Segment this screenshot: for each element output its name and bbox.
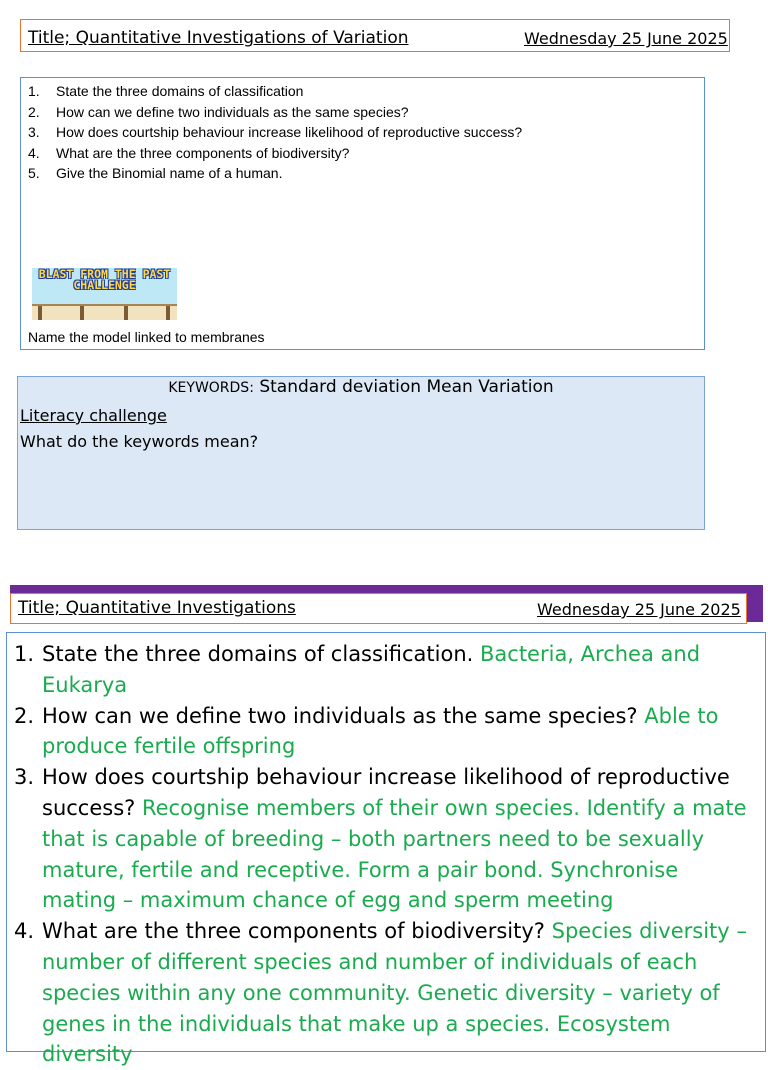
membrane-prompt: Name the model linked to membranes xyxy=(28,329,265,345)
slide1-question-list xyxy=(28,81,522,184)
question-item xyxy=(28,143,522,164)
slide2-title: Title; Quantitative Investigations xyxy=(18,598,296,618)
question-number: 2. xyxy=(28,103,40,120)
blast-from-the-past-image xyxy=(32,268,177,320)
question-item xyxy=(28,122,522,143)
slide2-date: Wednesday 25 June 2025 xyxy=(537,600,741,619)
shelf-post xyxy=(124,306,128,320)
question-text: How does courtship behaviour increase likelihood of reproductive success? xyxy=(56,124,523,140)
slide2-answer-list xyxy=(14,639,754,1070)
answer-text: Species diversity – number of different species and number of individuals of each species within any one community. Genetic diversity – variety of genes in the individuals that make up a species. Ecosystem diversity xyxy=(42,919,747,1067)
question-item xyxy=(28,163,522,184)
answer-question: How can we define two individuals as the same species? xyxy=(42,703,645,728)
answer-number: 1. xyxy=(14,642,35,666)
question-number: 5. xyxy=(28,165,40,181)
keywords-text: Standard deviation Mean Variation xyxy=(259,377,554,397)
shelf-post xyxy=(166,306,170,320)
shelf-graphic xyxy=(32,304,177,320)
answer-text: Able to produce fertile offspring xyxy=(42,703,719,759)
literacy-challenge-title: Literacy challenge xyxy=(20,406,167,425)
shelf-post xyxy=(80,306,84,320)
answer-number: 4. xyxy=(14,919,35,944)
question-item xyxy=(28,81,522,102)
answer-text: Bacteria, Archea and Eukarya xyxy=(42,642,701,697)
keywords-line xyxy=(17,377,705,397)
slide1-date: Wednesday 25 June 2025 xyxy=(524,29,728,48)
answer-item xyxy=(14,916,754,1070)
blast-image-text: BLAST FROM THE PAST CHALLENGE xyxy=(38,268,171,292)
keywords-box xyxy=(17,376,705,530)
answer-number: 2. xyxy=(14,703,35,728)
answer-item xyxy=(14,639,754,701)
question-number: 1. xyxy=(28,83,40,99)
question-text: How can we define two individuals as the same species? xyxy=(56,103,409,120)
keywords-label: KEYWORDS: xyxy=(168,380,254,396)
question-text: What are the three components of biodiversity? xyxy=(56,144,350,161)
answer-question: State the three domains of classification. xyxy=(42,642,480,666)
question-number: 4. xyxy=(28,144,40,161)
literacy-question: What do the keywords mean? xyxy=(20,432,259,451)
answer-number: 3. xyxy=(14,765,35,790)
answer-text: Recognise members of their own species. Identify a mate that is capable of breeding – both partners need to be sexually mature, fertile and receptive. Form a pair bond. Synchronise mating – maximum chance of egg and sperm meeting xyxy=(42,795,747,913)
question-text: Give the Binomial name of a human. xyxy=(56,165,283,181)
answer-item xyxy=(14,701,754,763)
slide1-title: Title; Quantitative Investigations of Variation xyxy=(28,28,409,48)
shelf-post xyxy=(38,306,42,320)
answer-item xyxy=(14,762,754,916)
question-text: State the three domains of classification xyxy=(56,83,304,99)
question-number: 3. xyxy=(28,124,40,140)
answer-question: How does courtship behaviour increase likelihood of reproductive success? xyxy=(42,765,730,820)
question-item xyxy=(28,102,522,123)
answer-question: What are the three components of biodiversity? xyxy=(42,919,552,944)
